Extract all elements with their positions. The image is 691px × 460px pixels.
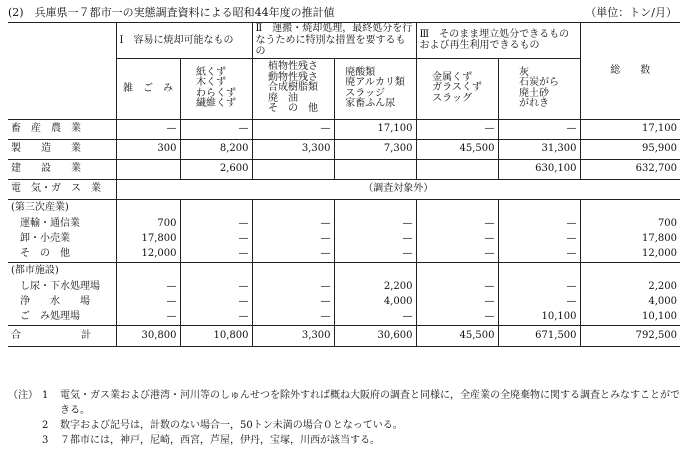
table-row — [8, 280, 680, 295]
subcol-header-6: 灰 石炭がら 廃土砂 がれき — [498, 58, 580, 119]
cell: — — [252, 217, 334, 232]
cell — [116, 159, 180, 179]
section-label: (第三次産業) — [8, 199, 116, 217]
cell: — — [498, 247, 580, 263]
cell: — — [334, 310, 416, 326]
table-row — [8, 247, 680, 263]
footnote — [8, 433, 680, 448]
cell: — — [116, 310, 180, 326]
total-header: 総 数 — [580, 23, 680, 120]
cell: — — [180, 310, 252, 326]
subcol-header-3: 植物性残さ 動物性残さ 合成樹脂類 廃 油 そ の 他 — [252, 58, 334, 119]
footnote-number: 2 — [42, 420, 49, 431]
cell-total: 632,700 — [580, 159, 680, 179]
cell: 17,100 — [334, 119, 416, 139]
cell: 630,100 — [498, 159, 580, 179]
cell: 30,800 — [116, 325, 180, 346]
footnote — [8, 418, 680, 433]
row-label: ご み処理場 — [20, 311, 80, 323]
table-row — [8, 295, 680, 310]
cell: — — [498, 280, 580, 295]
cell: — — [180, 217, 252, 232]
subcol-header-1: 雑 ご み — [116, 58, 180, 119]
cell: — — [416, 247, 498, 263]
cell: — — [180, 119, 252, 139]
cell: — — [180, 295, 252, 310]
subcol-header-4: 廃酸類 廃アルカリ類 スラッジ 家畜ふん尿 — [334, 58, 416, 119]
cell: 3,300 — [252, 139, 334, 159]
cell: — — [416, 119, 498, 139]
cell: 7,300 — [334, 139, 416, 159]
cell-total: 700 — [580, 217, 680, 232]
cell-total: 95,900 — [580, 139, 680, 159]
cell: — — [416, 295, 498, 310]
cell: — — [252, 280, 334, 295]
footnote-text: ７都市には，神戸，尼崎，西宮，芦屋，伊丹，宝塚，川西が該当する。 — [60, 435, 380, 446]
cell-total: 4,000 — [580, 295, 680, 310]
unit-label: （単位：トン/月） — [585, 6, 677, 19]
cell: 10,100 — [498, 310, 580, 326]
table-row — [8, 199, 680, 217]
cell: — — [416, 232, 498, 247]
table-row — [8, 139, 680, 159]
section-label: (都市施設) — [8, 262, 116, 280]
cell — [334, 159, 416, 179]
cell: — — [252, 247, 334, 263]
cell: — — [416, 310, 498, 326]
footnote-number: 1 — [42, 390, 49, 401]
estimate-table — [8, 22, 680, 347]
cell: 45,500 — [416, 139, 498, 159]
table-row — [8, 119, 680, 139]
row-label: 電 気・ガ ス 業 — [8, 179, 116, 199]
cell — [252, 159, 334, 179]
group-header-2: Ⅱ 運搬・焼却処理，最終処分を行なうために特別な措置を要するもの — [252, 23, 416, 59]
subcol-header-5: 金属くず ガラスくず スラッグ — [416, 58, 498, 119]
excluded-note: （調査対象外） — [116, 179, 680, 199]
cell: 3,300 — [252, 325, 334, 346]
notes-lead: （注） — [8, 390, 38, 401]
cell: — — [498, 217, 580, 232]
footnote-text: 電気・ガス業および港湾・河川等のしゅんせつを除外すれば概ね大阪府の調査と同様に，全産業の全廃棄物に関する調査とみなすことができる。 — [60, 390, 680, 416]
cell: 45,500 — [416, 325, 498, 346]
cell: 2,200 — [334, 280, 416, 295]
cell: 300 — [116, 139, 180, 159]
total-row — [8, 325, 680, 346]
cell: 4,000 — [334, 295, 416, 310]
footnote — [8, 388, 680, 418]
cell: — — [180, 232, 252, 247]
row-label: 浄 水 場 — [20, 296, 90, 308]
cell: — — [116, 295, 180, 310]
table-row — [8, 159, 680, 179]
cell-total: 2,200 — [580, 280, 680, 295]
row-label: 製 造 業 — [8, 139, 116, 159]
cell: — — [334, 232, 416, 247]
row-label: そ の 他 — [20, 248, 70, 260]
table-body — [8, 119, 680, 346]
row-label: 建 設 業 — [8, 159, 116, 179]
table-row — [8, 217, 680, 232]
row-label-header — [8, 23, 116, 120]
footnote-number: 3 — [42, 435, 49, 446]
cell: 31,300 — [498, 139, 580, 159]
row-label: 合 計 — [8, 325, 116, 346]
cell: — — [180, 247, 252, 263]
cell: — — [498, 119, 580, 139]
row-label: 運輸・通信業 — [20, 218, 80, 230]
cell: — — [416, 217, 498, 232]
cell: — — [416, 280, 498, 295]
cell: — — [116, 119, 180, 139]
cell-total: 10,100 — [580, 310, 680, 326]
row-label: 畜 産 農 業 — [8, 119, 116, 139]
cell: 12,000 — [116, 247, 180, 263]
cell: 8,200 — [180, 139, 252, 159]
table-row — [8, 310, 680, 326]
cell: — — [498, 295, 580, 310]
cell-total: 17,800 — [580, 232, 680, 247]
cell-total: 792,500 — [580, 325, 680, 346]
row-label: し尿・下水処理場 — [20, 281, 100, 293]
group-header-1: Ⅰ 容易に焼却可能なもの — [116, 23, 252, 59]
cell: — — [334, 247, 416, 263]
cell: 671,500 — [498, 325, 580, 346]
table-row — [8, 179, 680, 199]
row-label: 卸・小売業 — [20, 233, 70, 245]
cell: — — [252, 119, 334, 139]
cell: — — [498, 232, 580, 247]
cell: 2,600 — [180, 159, 252, 179]
cell: — — [252, 295, 334, 310]
cell — [416, 159, 498, 179]
subcol-header-2: 紙くず 木くず わらくず 繊維くず — [180, 58, 252, 119]
cell: 17,800 — [116, 232, 180, 247]
table-row — [8, 262, 680, 280]
table-title: (2) 兵庫県一７都市一の実態調査資料による昭和44年度の推計値 — [8, 6, 335, 19]
footnotes — [8, 388, 680, 448]
cell-total: 12,000 — [580, 247, 680, 263]
cell: — — [252, 232, 334, 247]
group-header-3: Ⅲ そのまま埋立処分できるものおよび再生利用できるもの — [416, 23, 580, 59]
cell: — — [252, 310, 334, 326]
table-row — [8, 232, 680, 247]
cell: 700 — [116, 217, 180, 232]
cell: — — [180, 280, 252, 295]
cell: — — [116, 280, 180, 295]
cell: — — [334, 217, 416, 232]
cell-total: 17,100 — [580, 119, 680, 139]
footnote-text: 数字および記号は，計数のない場合一，50トン未満の場合０となっている。 — [60, 420, 403, 431]
cell: 10,800 — [180, 325, 252, 346]
cell: 30,600 — [334, 325, 416, 346]
